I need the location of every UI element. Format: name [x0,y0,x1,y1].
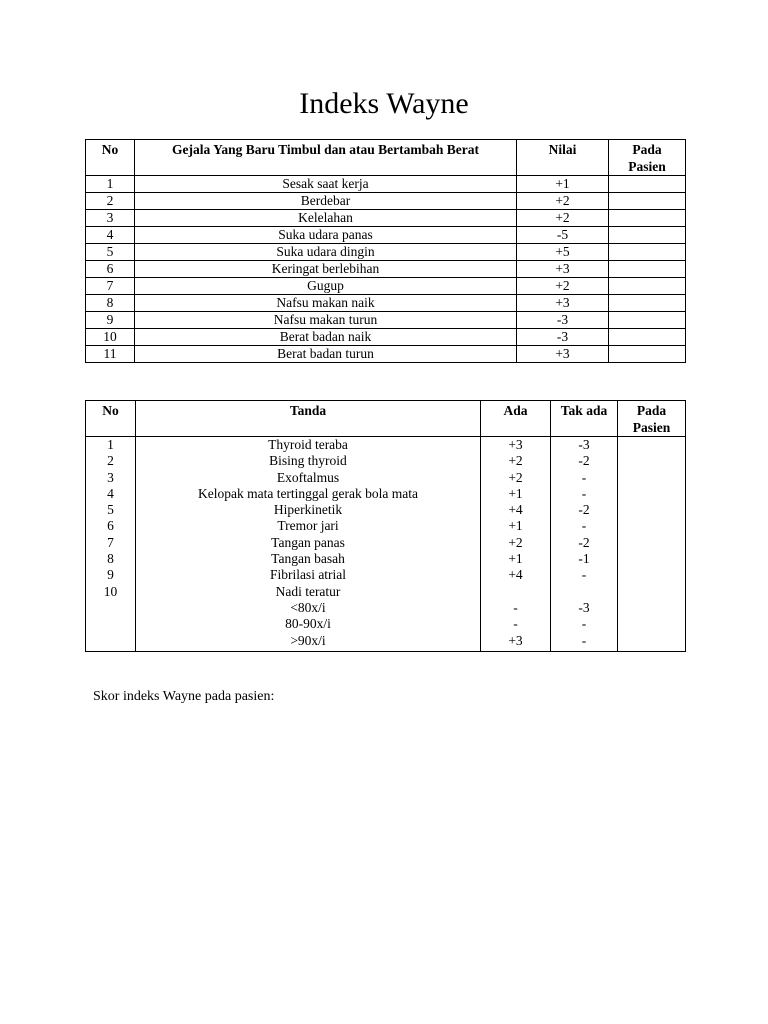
cell-tanda: Hiperkinetik [136,502,481,518]
table-header-row [86,401,686,437]
table-row [86,453,686,469]
column-header-gejala: Gejala Yang Baru Timbul dan atau Bertambah Berat [135,140,517,176]
cell-no [86,633,136,652]
column-header-no: No [86,401,136,437]
table-row [86,567,686,583]
cell-tak-ada: -2 [551,535,618,551]
sign-table [85,400,686,652]
cell-pasien[interactable] [618,633,686,652]
table-row [86,633,686,652]
cell-pasien[interactable] [609,312,686,329]
cell-ada: - [481,616,551,632]
cell-tanda: Bising thyroid [136,453,481,469]
cell-nilai: +3 [517,346,609,363]
cell-pasien[interactable] [609,346,686,363]
cell-tak-ada: - [551,470,618,486]
cell-nilai: +3 [517,295,609,312]
header-line: Pada [636,403,667,418]
table-row [86,227,686,244]
sign-table-body [86,437,686,652]
table-row [86,244,686,261]
cell-no: 6 [86,518,136,534]
cell-gejala: Gugup [135,278,517,295]
symptom-table [85,139,686,363]
cell-pasien[interactable] [618,437,686,454]
cell-pasien[interactable] [609,278,686,295]
cell-tanda: <80x/i [136,600,481,616]
cell-pasien[interactable] [609,193,686,210]
cell-no: 11 [86,346,135,363]
cell-pasien[interactable] [609,210,686,227]
cell-gejala: Kelelahan [135,210,517,227]
cell-ada: +4 [481,567,551,583]
cell-tanda: >90x/i [136,633,481,652]
cell-no [86,616,136,632]
table-row [86,584,686,600]
cell-tak-ada: -1 [551,551,618,567]
cell-tanda: Nadi teratur [136,584,481,600]
cell-gejala: Sesak saat kerja [135,176,517,193]
column-header-pada-pasien [618,401,686,437]
cell-ada: +2 [481,470,551,486]
cell-gejala: Berdebar [135,193,517,210]
cell-tanda: Kelopak mata tertinggal gerak bola mata [136,486,481,502]
cell-pasien[interactable] [618,551,686,567]
cell-pasien[interactable] [618,453,686,469]
cell-tanda: Tremor jari [136,518,481,534]
cell-tanda: Tangan panas [136,535,481,551]
table-row [86,312,686,329]
cell-no: 2 [86,193,135,210]
cell-tak-ada: - [551,567,618,583]
cell-pasien[interactable] [618,584,686,600]
cell-pasien[interactable] [609,261,686,278]
cell-pasien[interactable] [609,244,686,261]
cell-ada: +3 [481,633,551,652]
table-row [86,261,686,278]
cell-tanda: Fibrilasi atrial [136,567,481,583]
cell-no: 7 [86,278,135,295]
cell-tanda: Thyroid teraba [136,437,481,454]
cell-nilai: +3 [517,261,609,278]
table-row [86,346,686,363]
cell-no: 5 [86,502,136,518]
header-line: Pasien [632,420,671,435]
cell-tak-ada: -3 [551,437,618,454]
page-title: Indeks Wayne [299,87,469,120]
cell-pasien[interactable] [609,176,686,193]
table-row [86,535,686,551]
cell-no: 4 [86,227,135,244]
cell-no: 8 [86,551,136,567]
cell-no: 7 [86,535,136,551]
cell-pasien[interactable] [609,227,686,244]
cell-ada: +2 [481,453,551,469]
table-row [86,278,686,295]
table-row [86,193,686,210]
cell-pasien[interactable] [618,518,686,534]
cell-gejala: Suka udara dingin [135,244,517,261]
cell-nilai: -3 [517,329,609,346]
table-header-row [86,140,686,176]
cell-pasien[interactable] [618,486,686,502]
table-row [86,437,686,454]
cell-no: 9 [86,312,135,329]
cell-gejala: Nafsu makan naik [135,295,517,312]
cell-ada: - [481,600,551,616]
cell-pasien[interactable] [618,502,686,518]
cell-tak-ada: - [551,616,618,632]
cell-nilai: +2 [517,193,609,210]
cell-ada: +4 [481,502,551,518]
cell-pasien[interactable] [609,329,686,346]
cell-no: 10 [86,584,136,600]
header-line: Pada [632,142,662,157]
table-row [86,518,686,534]
cell-no: 3 [86,210,135,227]
cell-no: 10 [86,329,135,346]
cell-gejala: Keringat berlebihan [135,261,517,278]
cell-ada: +1 [481,518,551,534]
column-header-nilai: Nilai [517,140,609,176]
cell-tak-ada: - [551,633,618,652]
cell-ada: +1 [481,551,551,567]
cell-tanda: Exoftalmus [136,470,481,486]
cell-gejala: Berat badan turun [135,346,517,363]
score-label: Skor indeks Wayne pada pasien: [93,689,275,704]
table-row [86,176,686,193]
cell-nilai: +2 [517,210,609,227]
cell-gejala: Nafsu makan turun [135,312,517,329]
table-row [86,600,686,616]
cell-no: 1 [86,176,135,193]
cell-no: 1 [86,437,136,454]
column-header-tak-ada: Tak ada [551,401,618,437]
cell-ada: +3 [481,437,551,454]
cell-ada [481,584,551,600]
cell-no [86,600,136,616]
cell-no: 6 [86,261,135,278]
cell-nilai: +1 [517,176,609,193]
column-header-no: No [86,140,135,176]
cell-no: 9 [86,567,136,583]
cell-tak-ada [551,584,618,600]
cell-ada: +2 [481,535,551,551]
cell-nilai: +5 [517,244,609,261]
column-header-tanda: Tanda [136,401,481,437]
cell-tanda: 80-90x/i [136,616,481,632]
cell-no: 4 [86,486,136,502]
cell-ada: +1 [481,486,551,502]
column-header-pada-pasien [609,140,686,176]
cell-nilai: -3 [517,312,609,329]
symptom-table-body [86,176,686,363]
cell-tak-ada: -2 [551,502,618,518]
cell-pasien[interactable] [618,470,686,486]
table-row [86,502,686,518]
cell-gejala: Berat badan naik [135,329,517,346]
cell-tak-ada: -2 [551,453,618,469]
cell-pasien[interactable] [618,535,686,551]
cell-gejala: Suka udara panas [135,227,517,244]
cell-tak-ada: -3 [551,600,618,616]
cell-no: 2 [86,453,136,469]
cell-tanda: Tangan basah [136,551,481,567]
cell-nilai: +2 [517,278,609,295]
cell-no: 8 [86,295,135,312]
cell-tak-ada: - [551,486,618,502]
table-row [86,295,686,312]
cell-nilai: -5 [517,227,609,244]
table-row [86,486,686,502]
cell-pasien[interactable] [618,616,686,632]
table-row [86,616,686,632]
table-row [86,329,686,346]
table-row [86,210,686,227]
cell-pasien[interactable] [618,600,686,616]
column-header-ada: Ada [481,401,551,437]
cell-tak-ada: - [551,518,618,534]
table-row [86,551,686,567]
header-line: Pasien [628,159,666,174]
cell-pasien[interactable] [618,567,686,583]
cell-no: 3 [86,470,136,486]
table-row [86,470,686,486]
cell-pasien[interactable] [609,295,686,312]
cell-no: 5 [86,244,135,261]
